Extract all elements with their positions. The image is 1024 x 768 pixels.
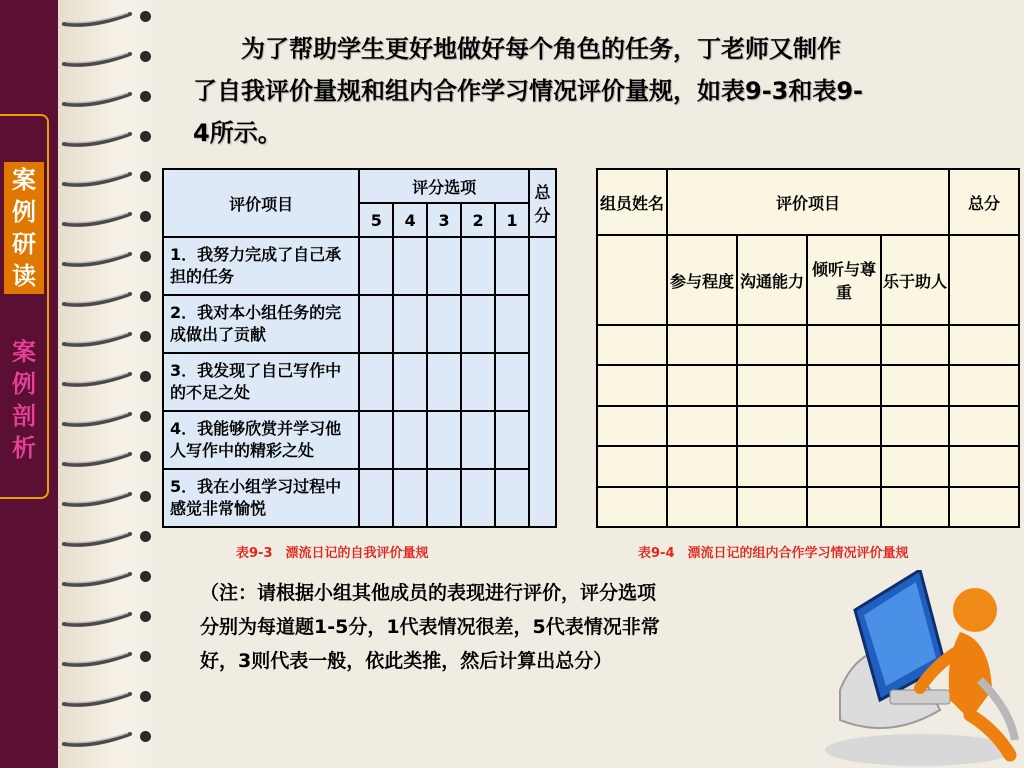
binding-hole (140, 451, 151, 462)
note-line-1: （注：请根据小组其他成员的表现进行评价，评分选项 (200, 582, 657, 604)
nav-case-analysis[interactable] (4, 336, 44, 464)
score-option: 2 (461, 203, 495, 237)
score-cell[interactable] (359, 469, 393, 527)
binding-hole (140, 531, 151, 542)
intro-text (193, 28, 993, 154)
spiral-ring (62, 8, 132, 28)
binding-hole (140, 131, 151, 142)
score-cell[interactable] (359, 295, 393, 353)
member-name-cell[interactable] (597, 446, 667, 486)
score-option: 4 (393, 203, 427, 237)
figure-head (953, 588, 997, 632)
total-score-cell[interactable] (949, 365, 1019, 405)
binding-hole (140, 11, 151, 22)
score-cell[interactable] (461, 411, 495, 469)
score-cell[interactable] (427, 295, 461, 353)
score-cell[interactable] (461, 353, 495, 411)
table1-header-total: 总分 (529, 169, 556, 237)
nav-case-analysis-char: 案 (12, 338, 36, 366)
spiral-ring (62, 488, 132, 508)
spiral-ring (62, 608, 132, 628)
rating-cell[interactable] (737, 446, 807, 486)
binding-hole (140, 371, 151, 382)
score-cell[interactable] (495, 469, 529, 527)
score-cell[interactable] (393, 353, 427, 411)
total-score-cell[interactable] (949, 446, 1019, 486)
spiral-ring (62, 368, 132, 388)
binding-hole (140, 611, 151, 622)
nav-case-study-char: 案 (12, 166, 36, 194)
binding-hole (140, 251, 151, 262)
binding-hole (140, 731, 151, 742)
note-text (200, 576, 760, 678)
rating-cell[interactable] (881, 365, 949, 405)
binding-hole (140, 51, 151, 62)
binding-hole (140, 291, 151, 302)
nav-case-study-char: 研 (12, 230, 36, 258)
nav-case-analysis-char: 剖 (12, 402, 36, 430)
table2-header-member: 组员姓名 (597, 169, 667, 235)
rating-cell[interactable] (667, 446, 737, 486)
criterion-cell: 4．我能够欣赏并学习他人写作中的精彩之处 (163, 411, 359, 469)
binding-hole (140, 91, 151, 102)
spiral-ring (62, 688, 132, 708)
binding-hole (140, 171, 151, 182)
group-evaluation-table (596, 168, 1020, 528)
nav-case-analysis-char: 例 (12, 370, 36, 398)
score-cell[interactable] (495, 411, 529, 469)
total-score-cell[interactable] (949, 235, 1019, 325)
note-line-2: 分别为每道题1-5分，1代表情况很差，5代表情况非常 (200, 616, 660, 638)
nav-case-study-char: 读 (12, 262, 36, 290)
rating-cell[interactable] (737, 325, 807, 365)
table2-caption: 表9-4 漂流日记的组内合作学习情况评价量规 (638, 546, 909, 561)
score-cell[interactable] (359, 411, 393, 469)
score-cell[interactable] (393, 237, 427, 295)
score-option: 5 (359, 203, 393, 237)
score-cell[interactable] (461, 469, 495, 527)
member-name-cell[interactable] (597, 235, 667, 325)
criterion-cell: 3．我发现了自己写作中的不足之处 (163, 353, 359, 411)
score-cell[interactable] (495, 353, 529, 411)
score-cell[interactable] (461, 295, 495, 353)
spiral-ring (62, 248, 132, 268)
score-cell[interactable] (427, 237, 461, 295)
criterion-cell: 1．我努力完成了自己承担的任务 (163, 237, 359, 295)
member-name-cell[interactable] (597, 406, 667, 446)
spiral-ring (62, 288, 132, 308)
binding-hole (140, 571, 151, 582)
spiral-ring (62, 328, 132, 348)
binding-hole (140, 331, 151, 342)
member-name-cell[interactable] (597, 325, 667, 365)
subheader-participation: 参与程度 (667, 235, 737, 325)
subheader-communication: 沟通能力 (737, 235, 807, 325)
rating-cell[interactable] (737, 406, 807, 446)
rating-cell[interactable] (667, 406, 737, 446)
total-score-cell[interactable] (949, 325, 1019, 365)
member-name-cell[interactable] (597, 487, 667, 527)
rating-cell[interactable] (807, 325, 881, 365)
score-cell[interactable] (393, 295, 427, 353)
intro-line-3: 4所示。 (193, 119, 282, 147)
rating-cell[interactable] (807, 487, 881, 527)
table1-header-options: 评分选项 (359, 169, 529, 203)
subheader-helpfulness: 乐于助人 (881, 235, 949, 325)
table2-header-item: 评价项目 (667, 169, 949, 235)
total-score-cell[interactable] (529, 237, 556, 527)
score-cell[interactable] (393, 411, 427, 469)
rating-cell[interactable] (667, 365, 737, 405)
figure-at-computer-illustration (820, 570, 1024, 768)
spiral-ring (62, 648, 132, 668)
criterion-cell: 2．我对本小组任务的完成做出了贡献 (163, 295, 359, 353)
binding-hole (140, 491, 151, 502)
score-cell[interactable] (393, 469, 427, 527)
spiral-ring (62, 168, 132, 188)
spiral-ring (62, 448, 132, 468)
figure-body (949, 632, 992, 720)
self-evaluation-table (162, 168, 557, 528)
rating-cell[interactable] (807, 365, 881, 405)
spiral-ring (62, 48, 132, 68)
score-cell[interactable] (495, 295, 529, 353)
score-option: 3 (427, 203, 461, 237)
spiral-ring (62, 208, 132, 228)
rating-cell[interactable] (737, 365, 807, 405)
rating-cell[interactable] (667, 325, 737, 365)
spiral-ring (62, 728, 132, 748)
rating-cell[interactable] (881, 325, 949, 365)
rating-cell[interactable] (881, 487, 949, 527)
table1-caption: 表9-3 漂流日记的自我评价量规 (236, 546, 429, 561)
binding-hole (140, 211, 151, 222)
member-name-cell[interactable] (597, 365, 667, 405)
rating-cell[interactable] (881, 446, 949, 486)
criterion-cell: 5．我在小组学习过程中感觉非常愉悦 (163, 469, 359, 527)
intro-line-2: 了自我评价量规和组内合作学习情况评价量规，如表9-3和表9- (193, 77, 864, 105)
desk-base (825, 734, 1015, 766)
total-score-cell[interactable] (949, 487, 1019, 527)
note-line-3: 好，3则代表一般，依此类推，然后计算出总分） (200, 650, 613, 672)
score-cell[interactable] (359, 237, 393, 295)
spiral-ring (62, 408, 132, 428)
rating-cell[interactable] (807, 406, 881, 446)
score-cell[interactable] (461, 237, 495, 295)
nav-case-study-char: 例 (12, 198, 36, 226)
binding-hole (140, 691, 151, 702)
nav-case-analysis-char: 析 (12, 434, 36, 462)
nav-case-study[interactable] (4, 162, 44, 294)
binding-hole (140, 651, 151, 662)
rating-cell[interactable] (737, 487, 807, 527)
spiral-ring (62, 528, 132, 548)
score-cell[interactable] (427, 411, 461, 469)
rating-cell[interactable] (807, 446, 881, 486)
score-cell[interactable] (427, 469, 461, 527)
intro-line-1: 为了帮助学生更好地做好每个角色的任务，丁老师又制作 (241, 35, 841, 63)
subheader-listening: 倾听与尊重 (807, 235, 881, 325)
table2-header-total: 总分 (949, 169, 1019, 235)
score-cell[interactable] (495, 237, 529, 295)
spiral-ring (62, 568, 132, 588)
score-cell[interactable] (359, 353, 393, 411)
rating-cell[interactable] (667, 487, 737, 527)
spiral-ring (62, 88, 132, 108)
binding-hole (140, 411, 151, 422)
spiral-ring (62, 128, 132, 148)
score-option: 1 (495, 203, 529, 237)
rating-cell[interactable] (881, 406, 949, 446)
score-cell[interactable] (427, 353, 461, 411)
table1-header-item: 评价项目 (163, 169, 359, 237)
total-score-cell[interactable] (949, 406, 1019, 446)
